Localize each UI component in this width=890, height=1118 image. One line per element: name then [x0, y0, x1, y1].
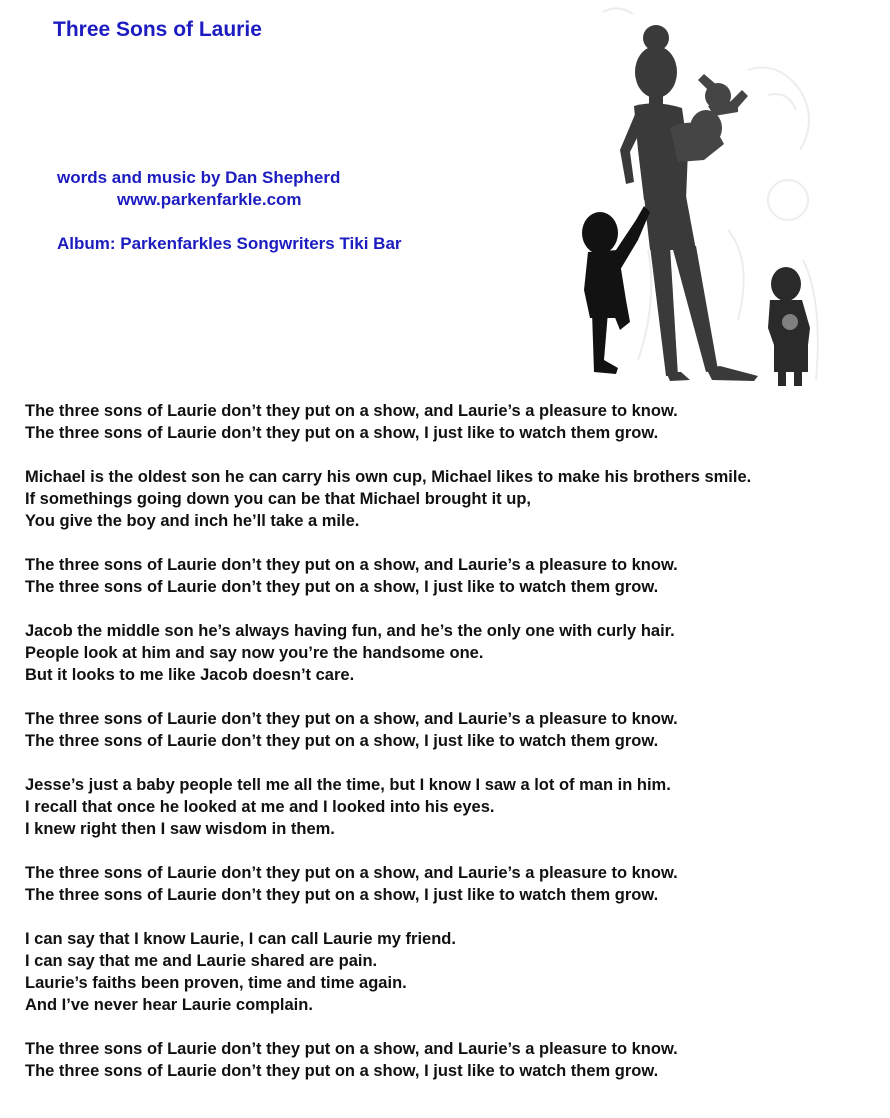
lyric-line: The three sons of Laurie don’t they put on a show, I just like to watch them grow.	[25, 732, 659, 750]
lyric-line: But it looks to me like Jacob doesn’t care.	[25, 666, 355, 684]
lyric-line: I recall that once he looked at me and I looked into his eyes.	[25, 798, 495, 816]
lyric-line: The three sons of Laurie don’t they put on a show, I just like to watch them grow.	[25, 1062, 659, 1080]
lyric-line: The three sons of Laurie don’t they put on a show, and Laurie’s a pleasure to know.	[25, 710, 678, 728]
lyric-line: The three sons of Laurie don’t they put on a show, and Laurie’s a pleasure to know.	[25, 556, 678, 574]
verse-stanza-jacob	[25, 620, 885, 686]
chorus-stanza	[25, 1038, 885, 1082]
lyric-line: I can say that I know Laurie, I can call Laurie my friend.	[25, 930, 456, 948]
lyric-line: The three sons of Laurie don’t they put on a show, and Laurie’s a pleasure to know.	[25, 402, 678, 420]
lyric-line: The three sons of Laurie don’t they put on a show, I just like to watch them grow.	[25, 578, 659, 596]
lyric-line: I can say that me and Laurie shared are pain.	[25, 952, 378, 970]
lyric-line: Michael is the oldest son he can carry his own cup, Michael likes to make his brothers smile.	[25, 468, 752, 486]
lyric-line: The three sons of Laurie don’t they put on a show, and Laurie’s a pleasure to know.	[25, 864, 678, 882]
lyric-line: People look at him and say now you’re the handsome one.	[25, 644, 484, 662]
mother-silhouette	[620, 25, 758, 381]
chorus-stanza	[25, 708, 885, 752]
lyric-line: I knew right then I saw wisdom in them.	[25, 820, 335, 838]
song-lyrics	[25, 400, 885, 1104]
song-title: Three Sons of Laurie	[53, 18, 262, 41]
lyric-line: If somethings going down you can be that Michael brought it up,	[25, 490, 531, 508]
songwriter-credit: words and music by Dan Shepherd	[57, 168, 341, 187]
website-url: www.parkenfarkle.com	[117, 190, 302, 209]
chorus-stanza	[25, 554, 885, 598]
lyric-line: The three sons of Laurie don’t they put on a show, I just like to watch them grow.	[25, 424, 659, 442]
right-boy-silhouette	[768, 267, 810, 386]
chorus-stanza	[25, 862, 885, 906]
verse-stanza-laurie	[25, 928, 885, 1016]
lyric-line: Jacob the middle son he’s always having fun, and he’s the only one with curly hair.	[25, 622, 675, 640]
verse-stanza-jesse	[25, 774, 885, 840]
album-name: Album: Parkenfarkles Songwriters Tiki Bar	[57, 234, 402, 253]
left-boy-silhouette	[582, 206, 650, 374]
lyric-line: Jesse’s just a baby people tell me all the time, but I know I saw a lot of man in him.	[25, 776, 671, 794]
lyric-line: And I’ve never hear Laurie complain.	[25, 996, 313, 1014]
mother-with-three-children-silhouette-icon	[578, 0, 830, 392]
lyric-line: Laurie’s faiths been proven, time and time again.	[25, 974, 407, 992]
chorus-stanza	[25, 400, 885, 444]
lyric-line: You give the boy and inch he’ll take a mile.	[25, 512, 360, 530]
lyric-line: The three sons of Laurie don’t they put on a show, I just like to watch them grow.	[25, 886, 659, 904]
lyric-line: The three sons of Laurie don’t they put on a show, and Laurie’s a pleasure to know.	[25, 1040, 678, 1058]
verse-stanza-michael	[25, 466, 885, 532]
